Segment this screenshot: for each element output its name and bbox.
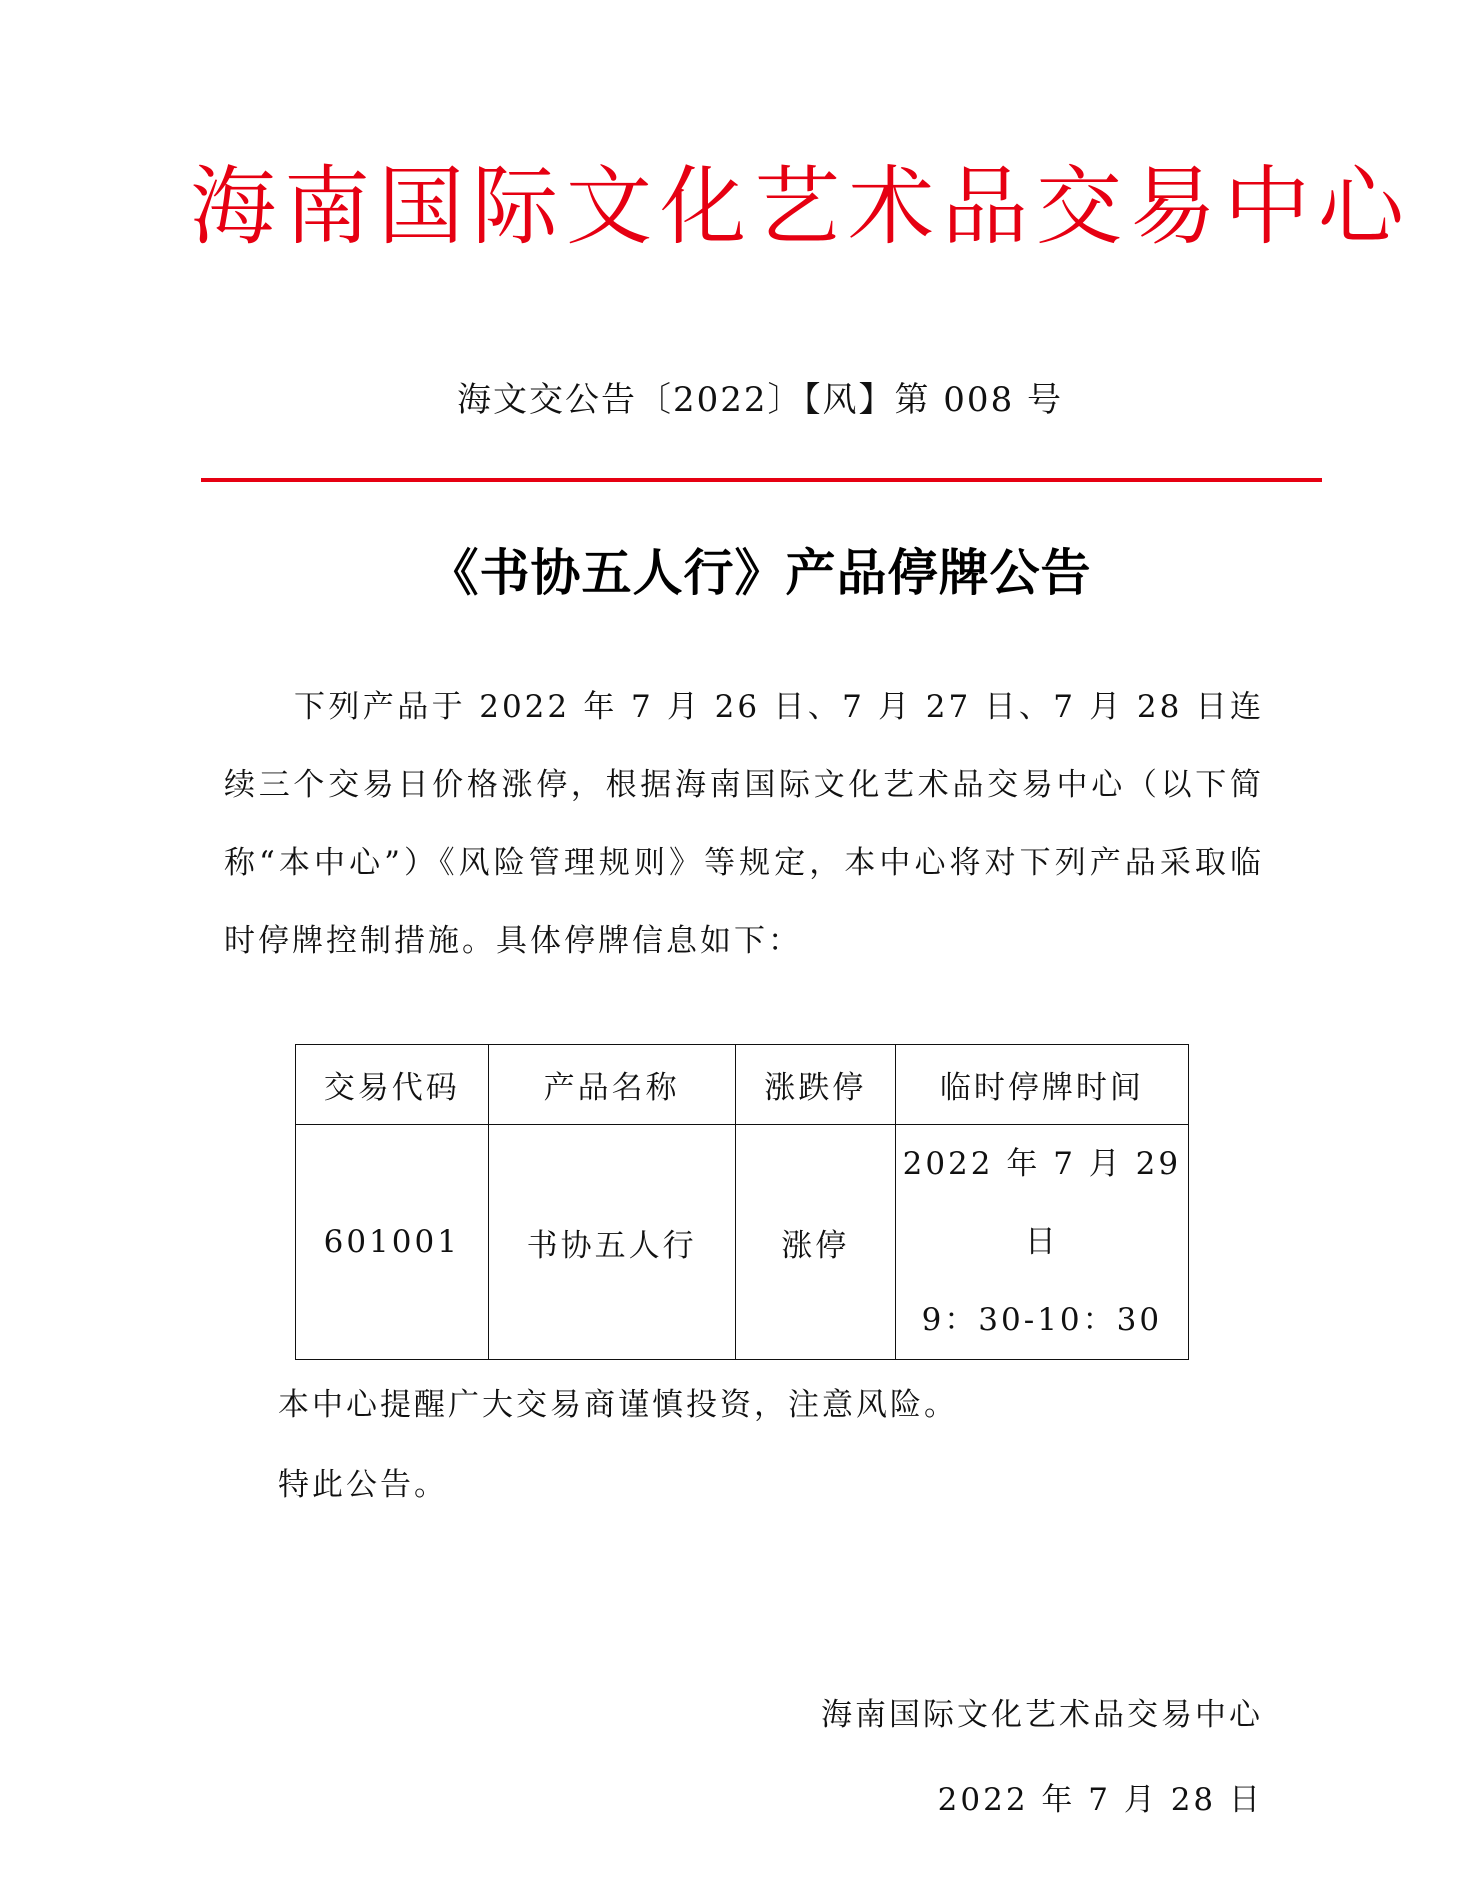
cell-trading-code: 601001: [296, 1125, 489, 1360]
halt-time-range: 9：30-10：30: [921, 1302, 1163, 1338]
halt-date: 2022 年 7 月 29 日: [902, 1146, 1182, 1260]
halt-info-table-container: [295, 1044, 1189, 1338]
table-row: [296, 1125, 1189, 1360]
red-divider-line: [201, 478, 1322, 482]
cell-product-name: 书协五人行: [488, 1125, 735, 1360]
halt-info-table: [295, 1044, 1189, 1360]
notice-body-paragraph: 下列产品于 2022 年 7 月 26 日、7 月 27 日、7 月 28 日连续三个交易日价格涨停，根据海南国际文化艺术品交易中心（以下简称“本中心”）《风险管理规则》等规定，本中心将对下列产品采取临时停牌控制措施。具体停牌信息如下：: [224, 689, 1264, 959]
cell-halt-time: [895, 1125, 1188, 1360]
issuer-signature: 海南国际文化艺术品交易中心: [821, 1697, 1263, 1733]
organization-header: 海南国际文化艺术品交易中心: [190, 157, 1412, 257]
notice-title: 《书协五人行》产品停牌公告: [428, 544, 1092, 602]
risk-reminder: 本中心提醒广大交易商谨慎投资，注意风险。: [278, 1387, 958, 1423]
header-price-limit: 涨跌停: [735, 1045, 895, 1125]
header-halt-time: 临时停牌时间: [895, 1045, 1188, 1125]
sign-off-text: 特此公告。: [278, 1467, 448, 1503]
issue-date: 2022 年 7 月 28 日: [937, 1782, 1263, 1818]
cell-price-limit: 涨停: [735, 1125, 895, 1360]
document-number: 海文交公告〔2022〕【风】第 008 号: [456, 380, 1064, 420]
table-header-row: [296, 1045, 1189, 1125]
header-product-name: 产品名称: [488, 1045, 735, 1125]
header-trading-code: 交易代码: [296, 1045, 489, 1125]
